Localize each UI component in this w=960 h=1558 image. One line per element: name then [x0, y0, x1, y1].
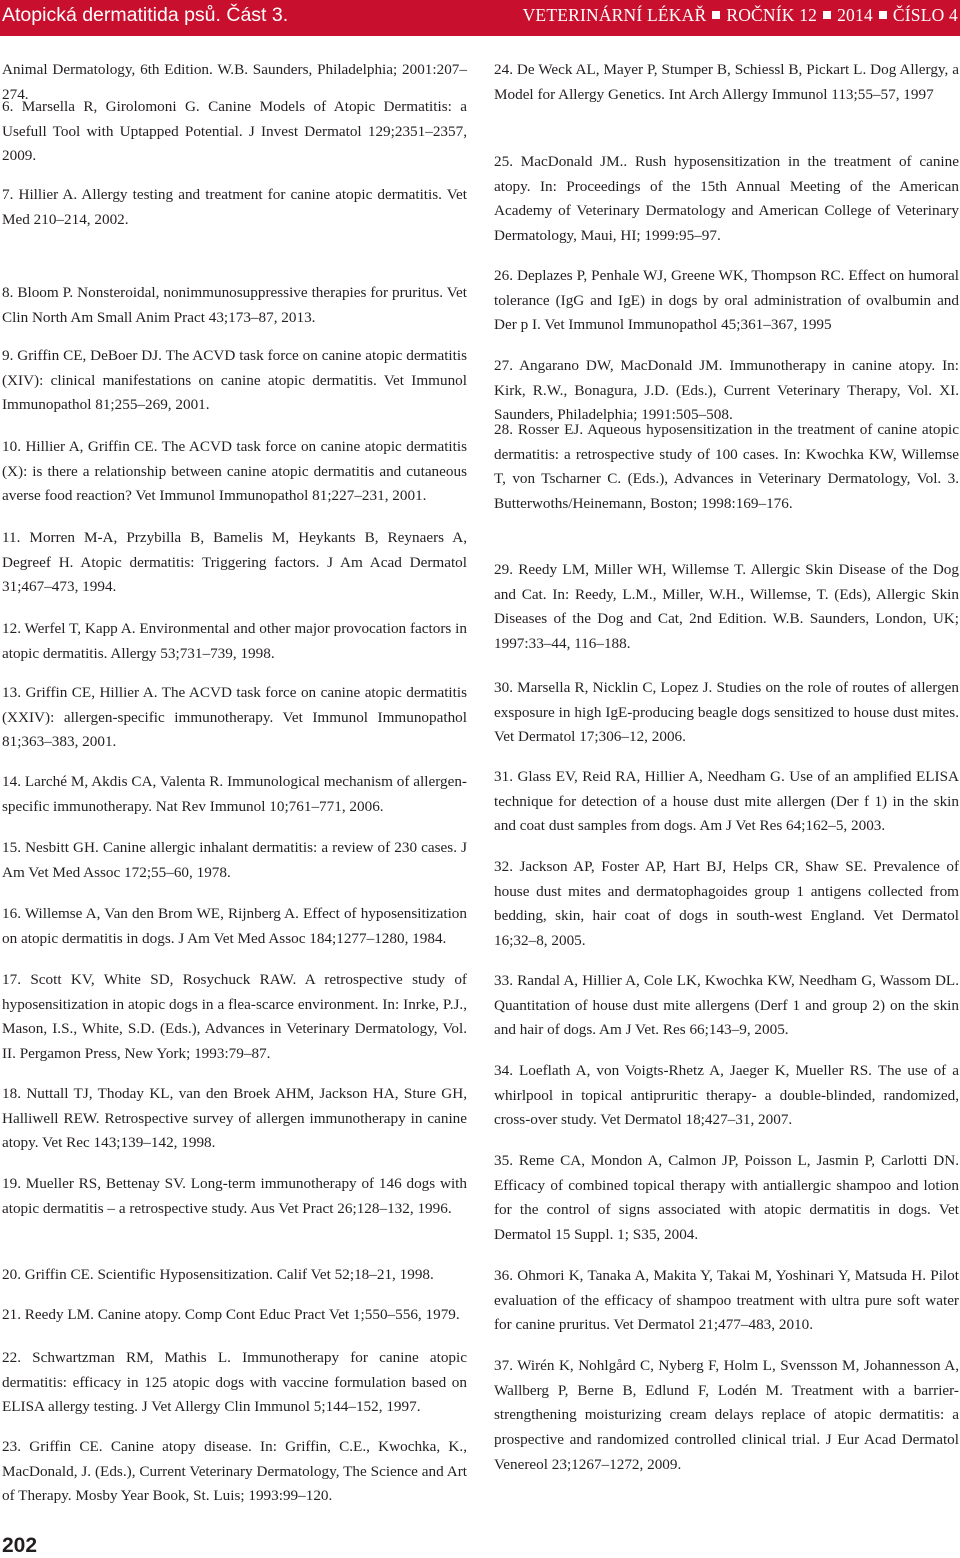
reference-item: 27. Angarano DW, MacDonald JM. Immunotherapy in canine atopy. In: Kirk, R.W., Bonagura, J.D. (Eds.), Current Veterinary Therapy, Vol. XI. Saunders, Philadelphia; 1991:505–508. [494, 357, 959, 424]
issue: ČÍSLO 4 [892, 5, 958, 25]
page-header [0, 0, 960, 36]
reference-item: 20. Griffin CE. Scientific Hyposensitization. Calif Vet 52;18–21, 1998. [2, 1266, 434, 1283]
reference-item: 15. Nesbitt GH. Canine allergic inhalant dermatitis: a review of 230 cases. J Am Vet Med Assoc 172;55–60, 1978. [2, 839, 467, 881]
reference-item: 11. Morren M-A, Przybilla B, Bamelis M, Heykants B, Reynaers A, Degreef H. Atopic dermatitis: Triggering factors. J Am Acad Dermatol 31;467–473, 1994. [2, 529, 467, 596]
reference-item: 25. MacDonald JM.. Rush hyposensitization in the treatment of canine atopy. In: Proceedings of the 15th Annual Meeting of the American Academy of Veterinary Dermatology and American College of Veterinary Dermatology, Maui, HI; 1999:95–97. [494, 153, 959, 245]
reference-item: 28. Rosser EJ. Aqueous hyposensitization in the treatment of canine atopic dermatitis: a retrospective study of 100 cases. In: Kwochka KW, Willemse T, von Tscharner C. (Eds.), Advances in Veterinary Dermatology, Vol. 3. Butterwoths/Heinemann, Boston; 1998:169–176. [494, 421, 959, 513]
journal-info [523, 5, 958, 26]
article-title: Atopická dermatitida psů. Část 3. [2, 4, 289, 26]
reference-item: 19. Mueller RS, Bettenay SV. Long-term immunotherapy of 146 dogs with atopic dermatitis – a retrospective study. Aus Vet Pract 26;128–132, 1996. [2, 1175, 467, 1217]
reference-item: 31. Glass EV, Reid RA, Hillier A, Needham G. Use of an amplified ELISA technique for detection of a house dust mite allergen (Der f 1) in the skin and coat dust samples from dogs. Am J Vet Res 64;162–5, 2003. [494, 768, 959, 835]
volume: ROČNÍK 12 [726, 5, 818, 25]
reference-item: 13. Griffin CE, Hillier A. The ACVD task force on canine atopic dermatitis (XXIV): allergen-specific immunotherapy. Vet Immunol Immunopathol 81;363–383, 2001. [2, 684, 467, 751]
reference-item: 18. Nuttall TJ, Thoday KL, van den Broek AHM, Jackson HA, Sture GH, Halliwell REW. Retrospective survey of allergen immunotherapy in canine atopy. Vet Rec 143;139–142, 1998. [2, 1085, 467, 1152]
reference-item: 30. Marsella R, Nicklin C, Lopez J. Studies on the role of routes of allergen exsposure in high IgE-producing beagle dogs sensitized to house dust mites. Vet Dermatol 17;306–12, 2006. [494, 679, 959, 746]
reference-item: 21. Reedy LM. Canine atopy. Comp Cont Educ Pract Vet 1;550–556, 1979. [2, 1306, 460, 1323]
reference-item: 36. Ohmori K, Tanaka A, Makita Y, Takai M, Yoshinari Y, Matsuda H. Pilot evaluation of the efficacy of shampoo treatment with ultra pure soft water for canine pruritus. Vet Dermatol 21;477–483, 2010. [494, 1267, 959, 1334]
reference-item: 33. Randal A, Hillier A, Cole LK, Kwochka KW, Needham G, Wassom DL. Quantitation of house dust mite allergens (Derf 1 and group 2) on the skin and hair of dogs. Am J Vet. Res 66;143–9, 2005. [494, 972, 959, 1039]
separator-square-icon [712, 11, 720, 19]
reference-item: 12. Werfel T, Kapp A. Environmental and other major provocation factors in atopic dermatitis. Allergy 53;731–739, 1998. [2, 620, 467, 662]
separator-square-icon [879, 11, 887, 19]
reference-item: 8. Bloom P. Nonsteroidal, nonimmunosuppressive therapies for pruritus. Vet Clin North Am Small Anim Pract 43;173–87, 2013. [2, 284, 467, 326]
reference-item: Animal Dermatology, 6th Edition. W.B. Saunders, Philadelphia; 2001:207–274. [2, 61, 467, 103]
reference-item: 24. De Weck AL, Mayer P, Stumper B, Schiessl B, Pickart L. Dog Allergy, a Model for Allergy Genetics. Int Arch Allergy Immunol 113;55–57, 1997 [494, 61, 959, 103]
reference-item: 32. Jackson AP, Foster AP, Hart BJ, Helps CR, Shaw SE. Prevalence of house dust mites and dermatophagoides group 1 antigens collected from bedding, skin, hair coat of dogs in south-west England. Vet Dermatol 16;32–8, 2005. [494, 858, 959, 950]
reference-item: 9. Griffin CE, DeBoer DJ. The ACVD task force on canine atopic dermatitis (XIV): clinical manifestations on canine atopic dermatitis. Vet Immunol Immunopathol 81;255–269, 2001. [2, 347, 467, 414]
reference-item: 14. Larché M, Akdis CA, Valenta R. Immunological mechanism of allergen-specific immunotherapy. Nat Rev Immunol 10;761–771, 2006. [2, 773, 467, 815]
reference-item: 6. Marsella R, Girolomoni G. Canine Models of Atopic Dermatitis: a Usefull Tool with Uptapped Potential. J Invest Dermatol 129;2351–2357, 2009. [2, 98, 467, 165]
reference-item: 37. Wirén K, Nohlgård C, Nyberg F, Holm L, Svensson M, Johannesson A, Wallberg P, Berne B, Edlund F, Lodén M. Treatment with a barrier-strengthening moisturizing cream delays replace of atopic dermatitis: a prospective and randomized controlled clinical trial. J Eur Acad Dermatol Venereol 23;1267–1272, 2009. [494, 1357, 959, 1473]
reference-item: 35. Reme CA, Mondon A, Calmon JP, Poisson L, Jasmin P, Carlotti DN. Efficacy of combined topical therapy with antiallergic shampoo and lotion for the control of signs associated with atopic dermatitis in dogs. Vet Dermatol 15 Suppl. 1; S35, 2004. [494, 1152, 959, 1244]
year: 2014 [837, 5, 873, 25]
reference-item: 26. Deplazes P, Penhale WJ, Greene WK, Thompson RC. Effect on humoral tolerance (IgG and IgE) in dogs by oral administration of ovalbumin and Der p I. Vet Immunol Immunopathol 45;361–367, 1995 [494, 267, 959, 334]
reference-item: 10. Hillier A, Griffin CE. The ACVD task force on canine atopic dermatitis (X): is there a relationship between canine atopic dermatitis and cutaneous averse food reaction? Vet Immunol Immunopathol 81;227–231, 2001. [2, 438, 467, 505]
reference-item: 29. Reedy LM, Miller WH, Willemse T. Allergic Skin Disease of the Dog and Cat. In: Reedy, L.M., Miller, W.H., Willemse, T. (Eds), Allergic Skin Diseases of the Dog and Cat, 2nd Edition. W.B. Saunders, London, UK; 1997:33–44, 116–188. [494, 561, 959, 653]
page-number: 202 [2, 1534, 38, 1557]
reference-item: 22. Schwartzman RM, Mathis L. Immunotherapy for canine atopic dermatitis: efficacy in 125 atopic dogs with vaccine formulation based on ELISA allergy testing. J Vet Allergy Clin Immunol 5;144–152, 1997. [2, 1349, 467, 1416]
journal-name: VETERINÁRNÍ LÉKAŘ [522, 5, 707, 25]
reference-item: 17. Scott KV, White SD, Rosychuck RAW. A retrospective study of hyposensitization in atopic dogs in a flea-scarce environment. In: Inrke, P.J., Mason, I.S., White, S.D. (Eds.), Advances in Veterinary Dermatology, Vol. II. Pergamon Press, New York; 1993:79–87. [2, 971, 467, 1063]
reference-item: 7. Hillier A. Allergy testing and treatment for canine atopic dermatitis. Vet Med 210–214, 2002. [2, 186, 467, 228]
reference-item: 23. Griffin CE. Canine atopy disease. In: Griffin, C.E., Kwochka, K., MacDonald, J. (Eds.), Current Veterinary Dermatology, The Science and Art of Therapy. Mosby Year Book, St. Luis; 1993:99–120. [2, 1438, 467, 1505]
separator-square-icon [823, 11, 831, 19]
reference-item: 16. Willemse A, Van den Brom WE, Rijnberg A. Effect of hyposensitization on atopic dermatitis in dogs. J Am Vet Med Assoc 184;1277–1280, 1984. [2, 905, 467, 947]
reference-item: 34. Loeflath A, von Voigts-Rhetz A, Jaeger K, Mueller RS. The use of a whirlpool in topical antipruritic therapy- a double-blinded, randomized, cross-over study. Vet Dermatol 18;427–31, 2007. [494, 1062, 959, 1129]
